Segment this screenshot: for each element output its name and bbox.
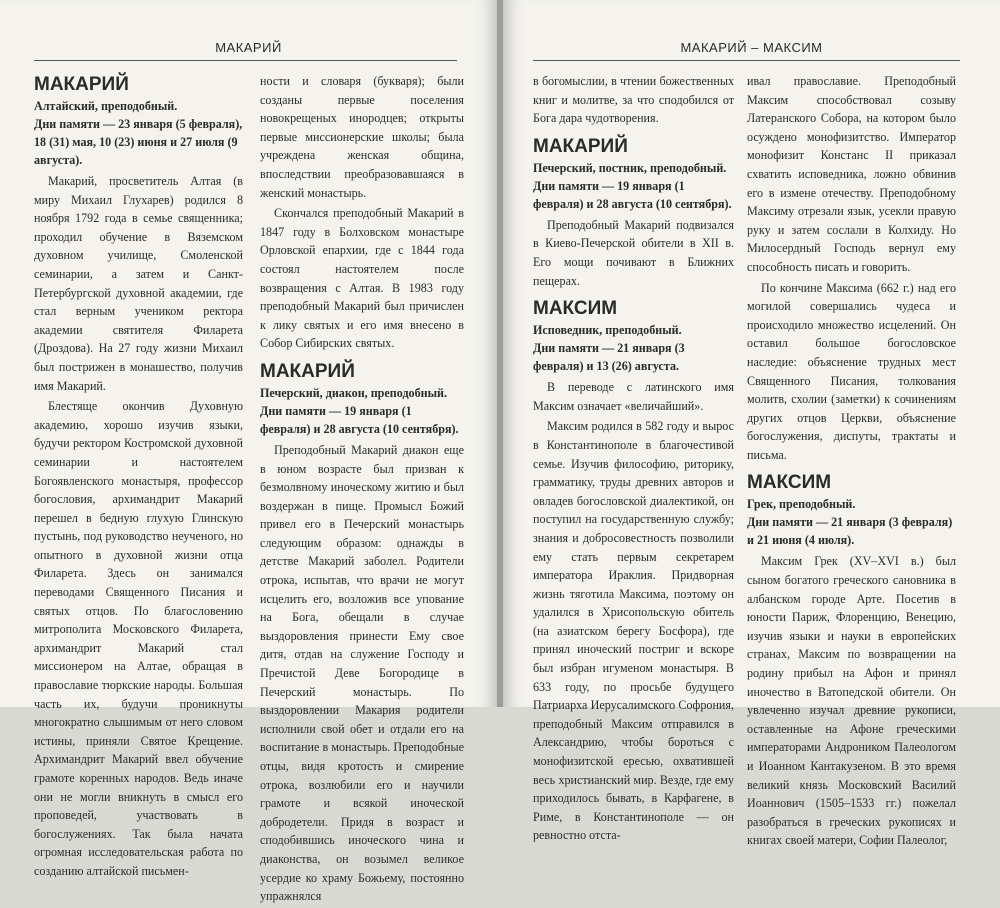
left-page [0,0,497,904]
right-page-column-2 [747,72,956,852]
running-head: МАКАРИЙ – МАКСИМ [680,40,823,55]
entry-subtitle: Печерский, диакон, преподобный. [260,385,448,400]
paragraph: Скончался преподобный Макарий в 1847 году в Болховском монастыре Орловской епархии, где с 1844 года состоял настоятелем после возвращения с Алтая. В 1983 году преподобный Макарий был причислен к лику святых и его имя внесено в Собор Сибирских святых. [260,206,464,351]
paragraph: ности и словаря (букваря); были созданы первые поселения новокрещеных инородцев; открыты первые миссионерские школы; была учреждена женская община, впоследствии преобразовавшаяся в женский монастырь. [260,74,464,200]
entry-title: МАКСИМ [533,298,618,320]
paragraph: Преподобный Макарий диакон еще в юном возрасте был призван к безмолвному иноческому житию и был воздержан в пище. Промысл Божий привел его в Печерский монастырь следующим образом: однажды в детстве Макарий заболел. Родители отрока, испытав, что врачи не могут исцелить его, возложив все упование на Бога, обещали в случае выздоровления принести Ему свое дитя, отдав на служение Господу и Пречистой Деве Богородице в Печерский монастырь. По выздоровлении Макария родители исполнили свой обет и отдали его на воспитание в монастырь. Преподобные отцы, видя кротость и смирение отрока, возлюбили его и научили грамоте и всякой иноческой добродетели. Придя в возраст и сподобившись иноческого чина и диаконства, он возымел великое усердие ко храму Божьему, постоянно упражнялся [260,442,464,904]
entry-title: МАКАРИЙ [260,360,355,382]
feast-days: Дни памяти — 21 января (3 февраля) и 21 июня (4 июля). [747,515,953,548]
header-rule [34,60,457,61]
feast-days: Дни памяти — 21 января (3 февраля) и 13 (26) августа. [533,341,685,374]
paragraph: Максим родился в 582 году и вырос в Константинополе в благочестивой семье. Изучив философию, риторику, грамматику, труды древних авторов и овладев богословской диалектикой, он поступил на государственную службу; знания и добросовестность позволили ему стать первым секретарем императора Ираклия. Придворная жизнь тяготила Максима, поэтому он удалился в Хрисопольскую обитель (на азиатском берегу Босфора), где принял иноческий постриг и вскоре был избран игуменом монастыря. В 633 году, по просьбе будущего Патриарха Иерусалимского Софрония, преподобный Максим отправился в Александрию, чтобы бороться с монофизитской ересью, охватившей весь христианский мир. Везде, где ему приходилось бывать, в Карфагене, в Риме, в Константинополе — он ревностно отста- [533,419,734,843]
paragraph: По кончине Максима (662 г.) над его могилой совершались чудеса и происходило множество исцелений. Он оставил большое богословское наследие: объяснение трудных мест Священного Писания, толкования молитв, схолии (заметки) к сочинениям других отцов Церкви, объяснение богослужения, диспуты, трактаты и письма. [747,280,956,462]
entry-subtitle: Исповедник, преподобный. [533,323,682,338]
paragraph: Блестяще окончив Духовную академию, хорошо изучив языки, будучи ректором Костромской духовной семинарии и настоятелем Богоявленского монастыря, профессор богословия, архимандрит Макарий перешел в бедную глухую Глинскую пустынь, под руководство неученого, но опытного в духовной жизни отца Филарета. Здесь он занимался переводами Священного Писания и святых отцов. По благословению митрополита Московского Филарета, архимандрит Макарий стал миссионером на Алтае, обращая в православие тюркские народы. Большая часть их, будучи проникнуты многократно слышимым от него словом истины, приняли Святое Крещение. Архимандрит Макарий ввел обучение грамоте коренных народов. Ведь иначе они не могли вникнуть в смысл его проповедей, участвовать в богослужениях. Так была начата огромная исследовательская работа по созданию алтайской письмен- [34,399,243,878]
right-page [503,0,1000,848]
paragraph: в богомыслии, в чтении божественных книг и молитве, за что сподобился от Бога дара чудотворения. [533,74,734,126]
feast-days: Дни памяти — 23 января (5 февраля), 18 (31) мая, 10 (23) июня и 27 июля (9 августа). [34,117,243,167]
feast-days: Дни памяти — 19 января (1 февраля) и 28 августа (10 сентября). [533,178,732,211]
entry-title: МАКАРИЙ [34,74,129,95]
entry-subtitle: Алтайский, преподобный. [34,99,178,113]
right-page-column-1 [533,72,734,847]
paragraph: Максим Грек (XV–XVI в.) был сыном богатого греческого сановника в албанском городе Арте. Посетив в юности Париж, Флоренцию, Венецию, изучив языки и науки в европейских странах, Максим по возвращении на родину прибыл на Афон и принял иночество в Ватопедской обители. Он увлеченно изучал древние рукописи, оставленные на Афоне греческими императорами Андроником Палеологом и Иоанном Кантакузеном. В это время великий князь Московский Василий Иоаннович (1505–1533 гг.) пожелал разобраться в греческих рукописях и книгах своей матери, Софии Палеолог, [747,554,956,848]
left-page-column-2 [260,72,464,908]
entry-subtitle: Грек, преподобный. [747,497,856,512]
running-head: МАКАРИЙ [215,40,282,55]
entry-subtitle: Печерский, постник, преподобный. [533,160,727,175]
header-rule [533,60,960,61]
feast-days: Дни памяти — 19 января (1 февраля) и 28 августа (10 сентября). [260,403,459,436]
paragraph: Макарий, просветитель Алтая (в миру Михаил Глухарев) родился 8 ноября 1792 года в семье священника; проходил обучение в Вяземском духовном училище, Смоленской семинарии, а затем и Санкт-Петербургской духовной академии, где стал верным учеником ректора академии святителя Филарета (Дроздова). На 27 году жизни Михаил был пострижен в монашество, получив имя Макарий. [34,174,243,393]
paragraph: В переводе с латинского имя Максим означает «величайший». [533,380,734,413]
left-page-column-1 [34,72,243,883]
entry-title: МАКСИМ [747,472,832,494]
paragraph: ивал православие. Преподобный Максим способствовал созыву Латеранского Собора, на котором было осуждено монофизитство. Император монофизит Констанс II приказал схватить исповедника, ложно обвинив его в измене отечеству. Преподобному Максиму отрезали язык, усекли правую руку и затем сослали в Колхиду. Но Милосердный Господь вернул ему способность писать и говорить. [747,74,956,274]
entry-title: МАКАРИЙ [533,135,628,157]
paragraph: Преподобный Макарий подвизался в Киево-Печерской обители в XII в. Его мощи почивают в Ближних пещерах. [533,217,734,288]
